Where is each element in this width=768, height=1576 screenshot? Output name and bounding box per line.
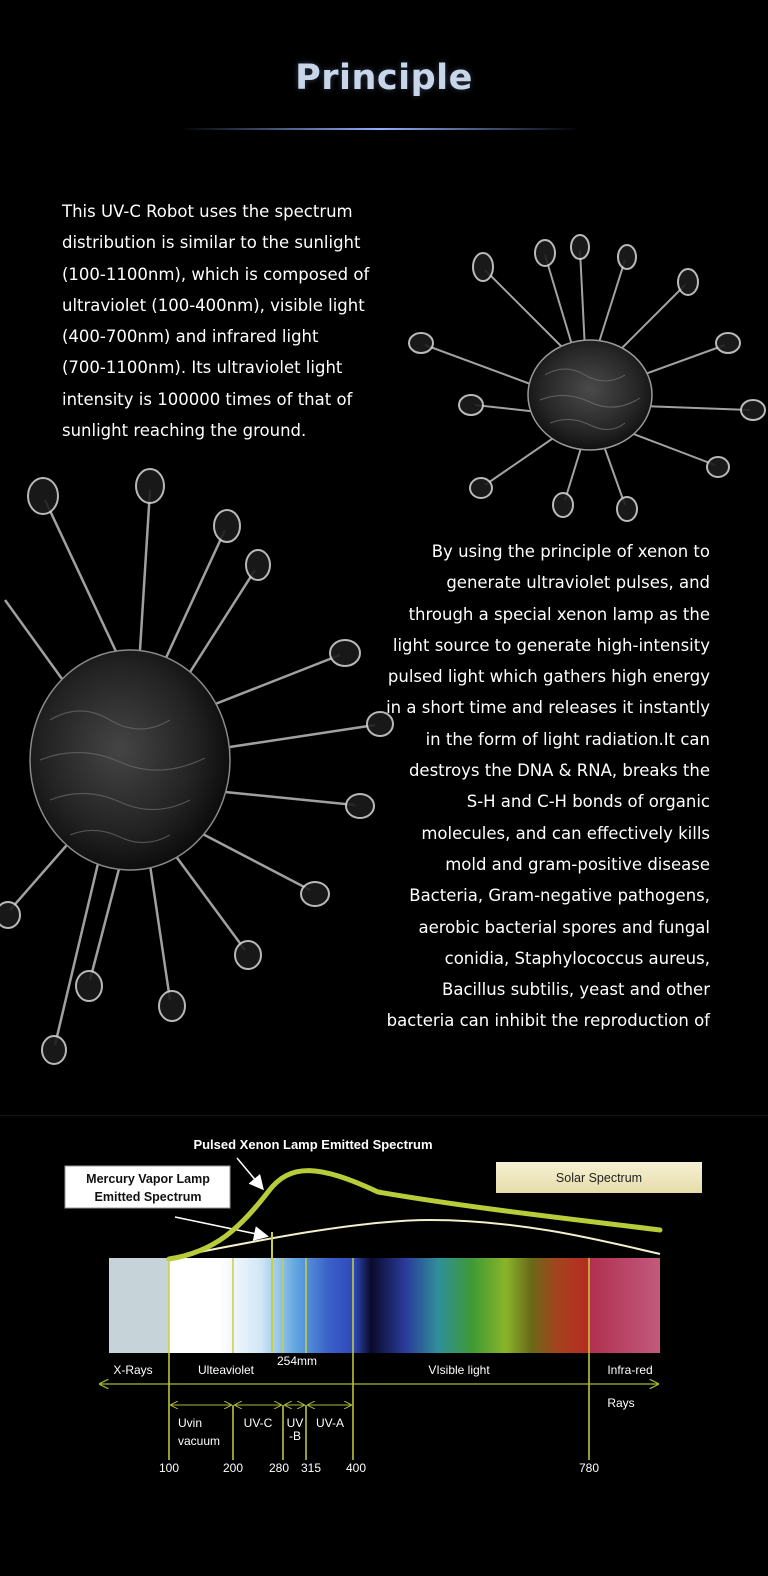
infrared-band: [590, 1258, 660, 1353]
intro-line: sunlight reaching the ground.: [62, 421, 307, 441]
pulsed-xenon-arrow: [237, 1158, 262, 1188]
vacuum-label: vacuum: [178, 1434, 221, 1448]
tick-315: 315: [300, 1461, 322, 1475]
mechanism-line: through a special xenon lamp as the: [408, 604, 710, 624]
section-divider: [0, 1115, 768, 1116]
tick-280: 280: [268, 1461, 290, 1475]
mechanism-line: Bacteria, Gram-negative pathogens,: [409, 886, 710, 906]
mechanism-line: mold and gram-positive disease: [445, 854, 710, 874]
mercury-arrow: [175, 1217, 266, 1236]
tick-200: 200: [222, 1461, 244, 1475]
uvin-label: Uvin: [178, 1416, 203, 1430]
wavelength-254-label: 254mm: [276, 1354, 318, 1368]
uvb-label-line2: -B: [289, 1429, 301, 1443]
pulsed-xenon-label: Pulsed Xenon Lamp Emitted Spectrum: [193, 1137, 433, 1152]
title-divider: [180, 128, 580, 130]
visible-light-label: VIsible light: [428, 1363, 490, 1377]
xrays-label: X-Rays: [113, 1363, 153, 1377]
mechanism-line: conidia, Staphylococcus aureus,: [444, 948, 710, 968]
page-title: Principle: [295, 58, 473, 98]
intro-line: ultraviolet (100-400nm), visible light: [62, 295, 365, 315]
mechanism-paragraph: [300, 536, 710, 1037]
intro-line: distribution is similar to the sunlight: [62, 233, 361, 253]
tick-400: 400: [345, 1461, 367, 1475]
mechanism-line: pulsed light which gathers high energy: [387, 667, 710, 687]
spectrum-svg: [0, 1120, 768, 1500]
spectrum-band: [169, 1258, 590, 1353]
mechanism-line: generate ultraviolet pulses, and: [446, 573, 710, 593]
mechanism-line: S-H and C-H bonds of organic: [466, 792, 710, 812]
uvb-label-line1: UV: [286, 1416, 304, 1430]
intro-line: This UV-C Robot uses the spectrum: [62, 202, 353, 221]
intro-line: (100-1100nm), which is composed of: [62, 264, 370, 284]
mercury-label-line2: Emitted Spectrum: [94, 1190, 202, 1204]
mechanism-line: in the form of light radiation.It can: [425, 729, 710, 749]
tick-780: 780: [578, 1461, 600, 1475]
intro-line: intensity is 100000 times of that of: [62, 389, 353, 409]
mechanism-line: light source to generate high-intensity: [392, 635, 710, 655]
infrared-label: Infra-red: [607, 1363, 653, 1377]
solar-spectrum-curve: [169, 1220, 660, 1258]
mechanism-line: in a short time and releases it instantly: [386, 698, 710, 718]
ultraviolet-label: Ulteaviolet: [197, 1363, 255, 1377]
intro-paragraph: [62, 196, 392, 446]
mechanism-line: destroys the DNA & RNA, breaks the: [408, 761, 710, 781]
virus-illustration-small: [395, 215, 768, 535]
uva-label: UV-A: [315, 1416, 345, 1430]
intro-line: (700-1100nm). Its ultraviolet light: [62, 358, 343, 378]
mechanism-line: aerobic bacterial spores and fungal: [418, 917, 710, 937]
mechanism-line: bacteria can inhibit the reproduction of: [386, 1011, 710, 1031]
spectrum-diagram: [0, 1120, 768, 1500]
mechanism-line: Bacillus subtilis, yeast and other: [442, 980, 710, 1000]
solar-label: Solar Spectrum: [555, 1171, 643, 1185]
tick-100: 100: [158, 1461, 180, 1475]
mechanism-line: molecules, and can effectively kills: [421, 823, 710, 843]
mercury-label-line1: Mercury Vapor Lamp: [86, 1172, 210, 1186]
intro-line: (400-700nm) and infrared light: [62, 327, 319, 347]
xray-band: [109, 1258, 169, 1353]
mechanism-line: By using the principle of xenon to: [431, 542, 710, 561]
rays-label: Rays: [607, 1396, 635, 1410]
uvc-label: UV-C: [243, 1416, 273, 1430]
